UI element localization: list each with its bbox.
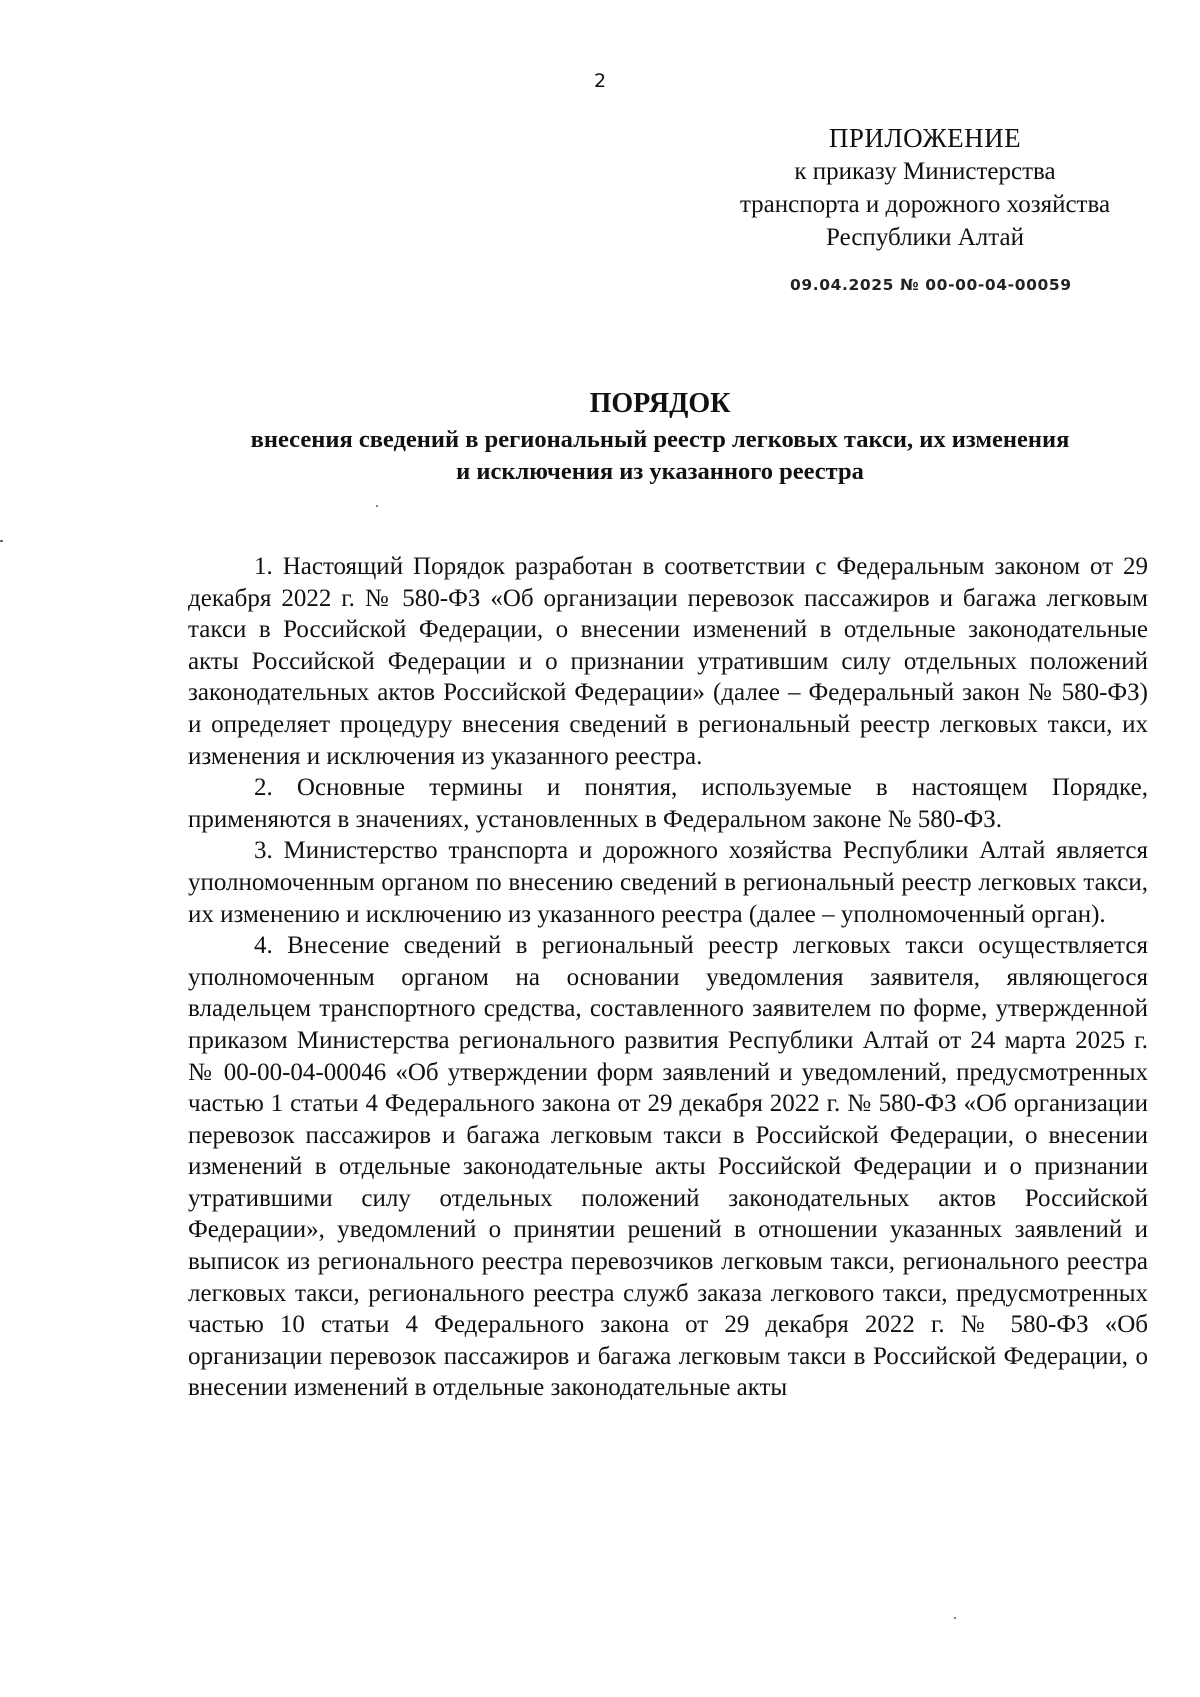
appendix-block [690,122,1160,254]
appendix-line-2: транспорта и дорожного хозяйства [739,191,1111,218]
paragraph-3: 3. Министерство транспорта и дорожного хозяйства Республики Алтай является уполномоченным органом по внесению сведений в региональный реестр легковых такси, их изменению и исключению из указанного реестра (далее – уполномоченный орган). [188,837,1148,928]
paragraph-1: 1. Настоящий Порядок разработан в соответствии с Федеральным законом от 29 декабря 2022 г. № 580-ФЗ «Об организации перевозок пассажиров и багажа легковым такси в Российской Федерации, о внесении изменений в отдельные законодательные акты Российской Федерации и о признании утратившим силу отдельных положений законодательных актов Российской Федерации» (далее – Федеральный закон № 580-ФЗ) и определяет процедуру внесения сведений в региональный реестр легковых такси, их изменения и исключения из указанного реестра. [188,553,1148,770]
scan-speck [954,1617,956,1619]
paragraph-4: 4. Внесение сведений в региональный реестр легковых такси осуществляется уполномоченным органом на основании уведомления заявителя, являющегося владельцем транспортного средства, составленного заявителем по форме, утвержденной приказом Министерства регионального развития Республики Алтай от 24 марта 2025 г. № 00-00-04-00046 «Об утверждении форм заявлений и уведомлений, предусмотренных частью 1 статьи 4 Федерального закона от 29 декабря 2022 г. № 580-ФЗ «Об организации перевозок пассажиров и багажа легковым такси в Российской Федерации, о внесении изменений в отдельные законодательные акты Российской Федерации и о признании утратившими силу отдельных положений законодательных актов Российской Федерации», уведомлений о принятии решений в отношении указанных заявлений и выписок из регионального реестра перевозчиков легковым такси, регионального реестра легковых такси, регионального реестра служб заказа легкового такси, предусмотренных частью 10 статьи 4 Федерального закона от 29 декабря 2022 г. № 580-ФЗ «Об организации перевозок пассажиров и багажа легковым такси в Российской Федерации, о внесении изменений в отдельные законодательные акты [188,932,1148,1402]
appendix-title: ПРИЛОЖЕНИЕ [828,123,1022,153]
document-title: ПОРЯДОК [589,388,731,419]
paragraph-2: 2. Основные термины и понятия, используемые в настоящем Порядке, применяются в значениях, установленных в Федеральном законе № 580-ФЗ. [188,774,1148,833]
subtitle-line-2: и исключения из указанного реестра [456,458,864,485]
scan-speck [376,505,378,507]
appendix-line-3: Республики Алтай [826,224,1024,251]
document-subtitle [130,424,1190,488]
document-body [188,551,1148,1404]
subtitle-line-1: внесения сведений в региональный реестр легковых такси, их изменения [250,426,1070,453]
scan-speck [0,540,3,542]
order-reference-stamp: 09.04.2025 № 00-00-04-00059 [790,276,1072,294]
page-number: 2 [593,70,607,92]
appendix-line-1: к приказу Министерства [794,158,1056,185]
